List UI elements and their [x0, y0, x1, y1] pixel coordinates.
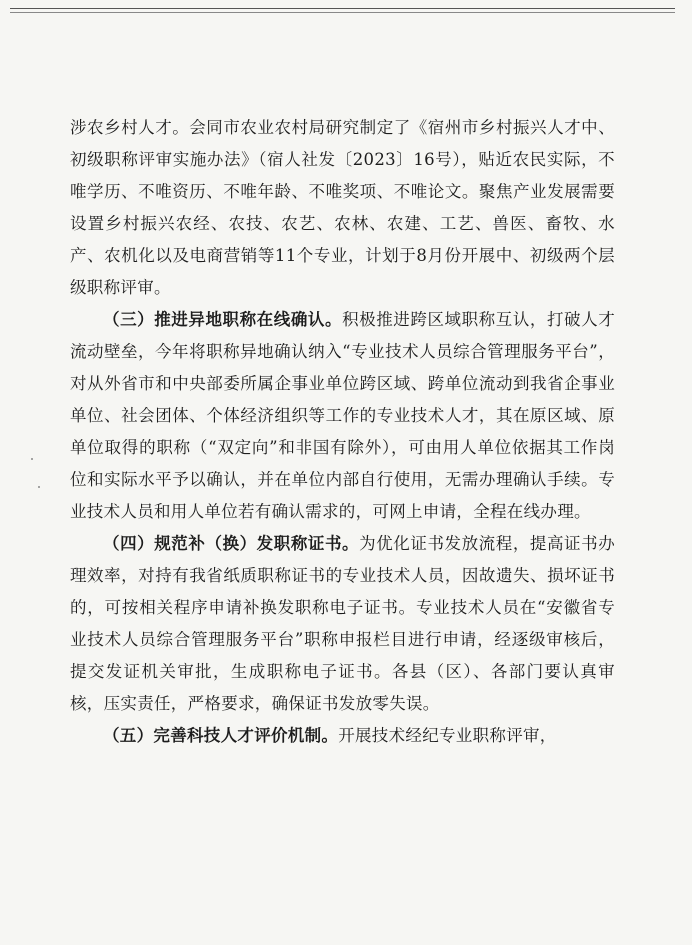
paragraph-text: 积极推进跨区域职称互认，打破人才流动壁垒，今年将职称异地确认纳入“专业技术人员综合管理服务平台”，对从外省市和中央部委所属企事业单位跨区域、跨单位流动到我省企事业单位、社会团体、个体经济组织等工作的专业技术人才，其在原区域、原单位取得的职称（“双定向”和非国有除外），可由用人单位依据其工作岗位和实际水平予以确认，并在单位内部自行使用，无需办理确认手续。专业技术人员和用人单位若有确认需求的，可网上申请，全程在线办理。 [70, 310, 615, 521]
paragraph-rural-talent [70, 112, 615, 304]
header-rule-top [10, 8, 675, 9]
section-heading-4: （四）规范补（换）发职称证书。 [103, 534, 360, 553]
document-body [70, 112, 615, 752]
scan-speck [38, 486, 40, 488]
paragraph-tech-talent-evaluation [70, 720, 615, 752]
paragraph-text: 为优化证书发放流程，提高证书办理效率，对持有我省纸质职称证书的专业技术人员，因故遗失、损坏证书的，可按相关程序申请补换发职称电子证书。专业技术人员在“安徽省专业技术人员综合管理服务平台”职称申报栏目进行申请，经逐级审核后，提交发证机关审批，生成职称电子证书。各县（区）、各部门要认真审核，压实责任，严格要求，确保证书发放零失误。 [70, 534, 616, 713]
scan-speck [31, 458, 33, 460]
header-rule-bottom [10, 12, 675, 13]
section-heading-3: （三）推进异地职称在线确认。 [103, 310, 343, 329]
paragraph-text: 涉农乡村人才。会同市农业农村局研究制定了《宿州市乡村振兴人才中、初级职称评审实施办法》（宿人社发〔2023〕16号），贴近农民实际，不唯学历、不唯资历、不唯年龄、不唯奖项、不唯论文。聚焦产业发展需要设置乡村振兴农经、农技、农艺、农林、农建、工艺、兽医、畜牧、水产、农机化以及电商营销等11个专业，计划于8月份开展中、初级两个层级职称评审。 [70, 118, 615, 297]
paragraph-remote-title-confirmation [70, 304, 615, 528]
paragraph-text: 开展技术经纪专业职称评审， [338, 726, 557, 745]
paragraph-certificate-reissue [70, 528, 615, 720]
section-heading-5: （五）完善科技人才评价机制。 [103, 726, 339, 745]
